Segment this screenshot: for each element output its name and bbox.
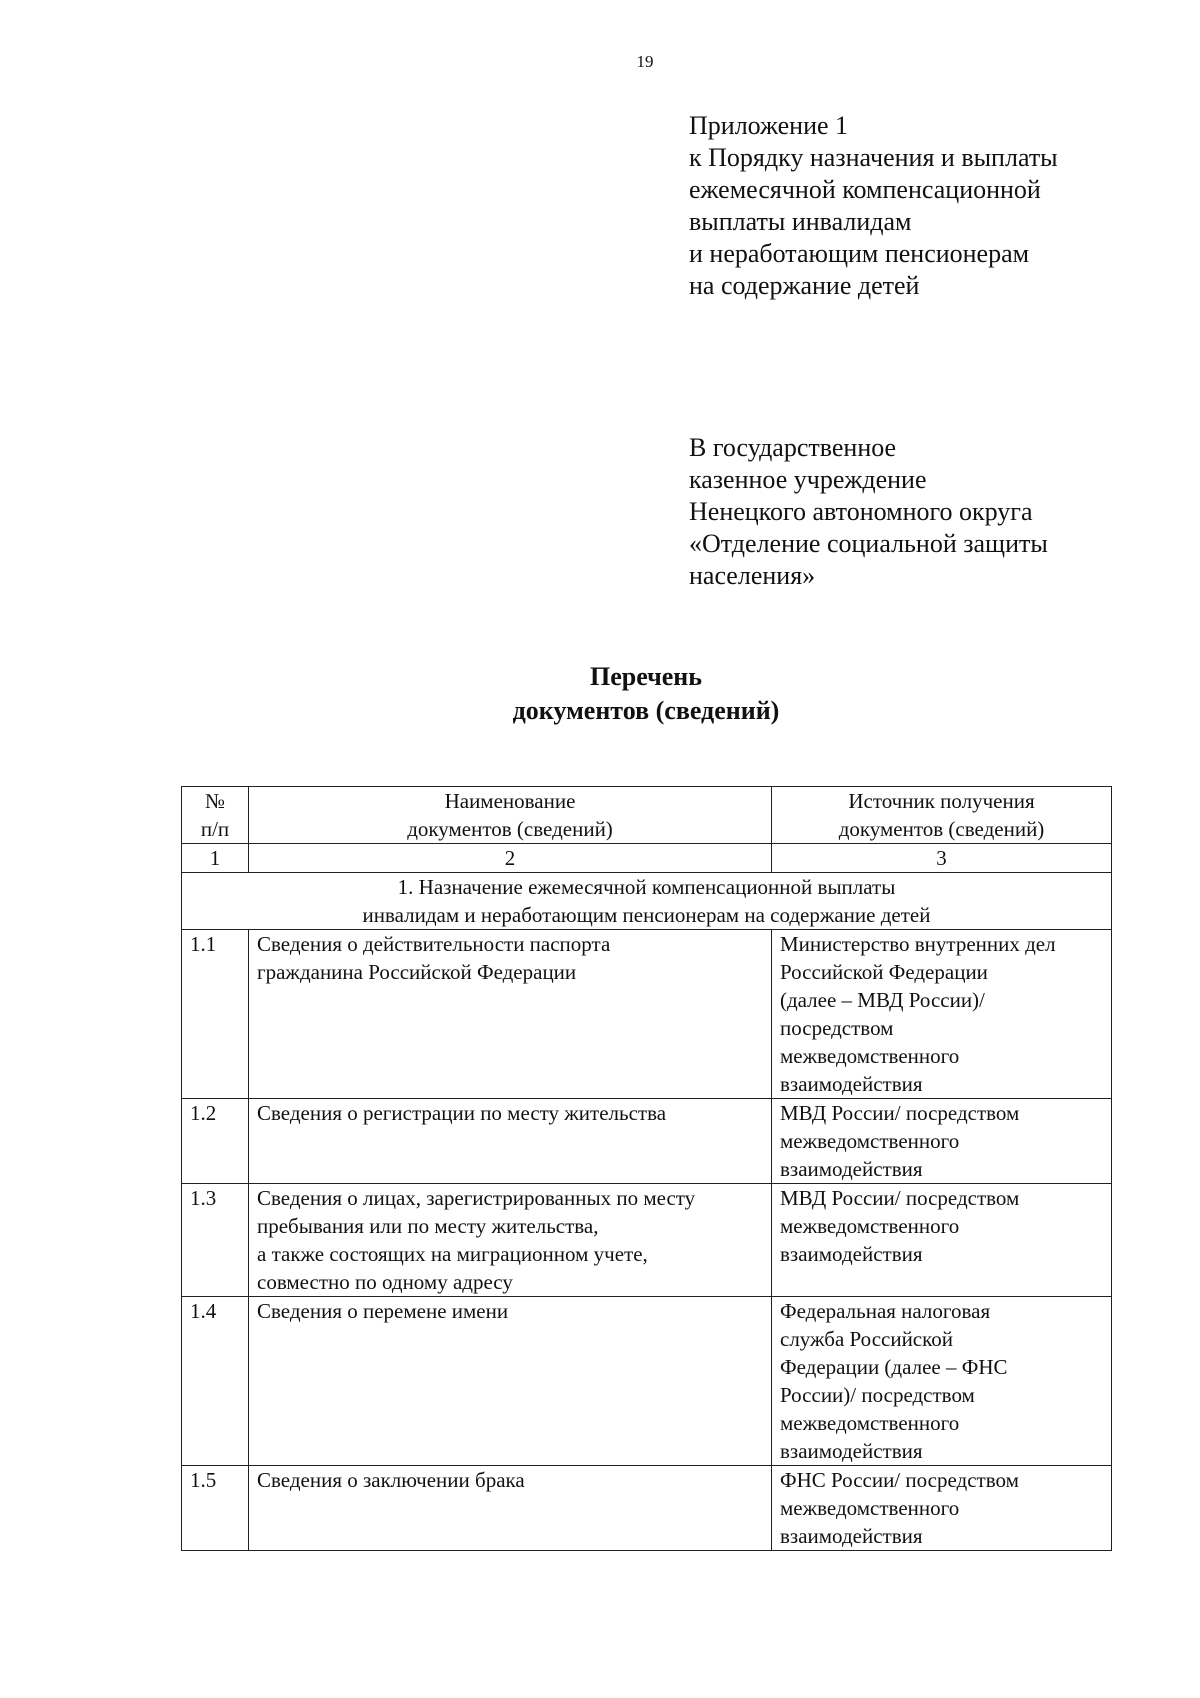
addressee-line: казенное учреждение — [689, 465, 927, 494]
table-row — [182, 930, 1112, 1099]
section-heading — [182, 873, 1112, 930]
row-source — [772, 1184, 1112, 1297]
row-source-line: межведомственного — [780, 1044, 960, 1068]
row-source — [772, 1099, 1112, 1184]
row-name-line: совместно по одному адресу — [257, 1270, 513, 1294]
document-title — [181, 660, 1111, 728]
column-number: 1 — [182, 844, 249, 873]
row-name-line: Сведения о заключении брака — [257, 1468, 525, 1492]
row-num: 1.1 — [182, 930, 249, 1099]
header-num-line: № — [204, 789, 226, 813]
table-row — [182, 1297, 1112, 1466]
page-number: 19 — [636, 52, 654, 71]
row-num: 1.5 — [182, 1466, 249, 1551]
row-name-line: а также состоящих на миграционном учете, — [257, 1242, 648, 1266]
section-row — [182, 873, 1112, 930]
row-source-line: взаимодействия — [780, 1439, 923, 1463]
row-source-line: межведомственного — [780, 1496, 960, 1520]
appendix-line: Приложение 1 — [689, 111, 849, 140]
addressee-line: В государственное — [689, 433, 897, 462]
column-number: 3 — [772, 844, 1112, 873]
row-source — [772, 930, 1112, 1099]
row-name-line: Сведения о лицах, зарегистрированных по месту — [257, 1186, 696, 1210]
row-name — [249, 1297, 772, 1466]
row-source-line: Министерство внутренних дел — [780, 932, 1056, 956]
appendix-line: к Порядку назначения и выплаты — [689, 143, 1058, 172]
row-source-line: Российской Федерации — [780, 960, 988, 984]
row-source-line: посредством — [780, 1016, 894, 1040]
row-source-line: ФНС России/ посредством — [780, 1468, 1019, 1492]
table-row — [182, 1184, 1112, 1297]
addressee-line: Ненецкого автономного округа — [689, 497, 1033, 526]
header-source-line: Источник получения — [848, 789, 1035, 813]
header-source-line: документов (сведений) — [838, 817, 1045, 841]
appendix-line: на содержание детей — [689, 271, 920, 300]
column-number-row — [182, 844, 1112, 873]
column-number: 2 — [249, 844, 772, 873]
row-source-line: межведомственного — [780, 1129, 960, 1153]
row-name-line: Сведения о регистрации по месту жительства — [257, 1101, 667, 1125]
row-source-line: (далее – МВД России)/ — [780, 988, 985, 1012]
row-num: 1.3 — [182, 1184, 249, 1297]
title-line-2: документов (сведений) — [512, 696, 780, 725]
appendix-block — [689, 110, 1058, 302]
row-source-line: служба Российской — [780, 1327, 954, 1351]
row-source-line: взаимодействия — [780, 1072, 923, 1096]
table-row — [182, 1466, 1112, 1551]
documents-table — [181, 786, 1112, 1551]
row-name-line: Сведения о перемене имени — [257, 1299, 509, 1323]
header-name-line: Наименование — [444, 789, 576, 813]
row-source-line: взаимодействия — [780, 1157, 923, 1181]
row-source-line: взаимодействия — [780, 1242, 923, 1266]
row-source-line: МВД России/ посредством — [780, 1186, 1020, 1210]
row-source-line: взаимодействия — [780, 1524, 923, 1548]
row-num: 1.2 — [182, 1099, 249, 1184]
row-name — [249, 1184, 772, 1297]
header-num-line: п/п — [200, 817, 230, 841]
row-name — [249, 930, 772, 1099]
row-source-line: межведомственного — [780, 1214, 960, 1238]
row-name-line: Сведения о действительности паспорта — [257, 932, 611, 956]
addressee-block — [689, 432, 1048, 592]
row-name — [249, 1466, 772, 1551]
row-name — [249, 1099, 772, 1184]
row-name-line: гражданина Российской Федерации — [257, 960, 577, 984]
appendix-line: выплаты инвалидам — [689, 207, 912, 236]
appendix-line: и неработающим пенсионерам — [689, 239, 1030, 268]
row-source-line: МВД России/ посредством — [780, 1101, 1020, 1125]
row-source — [772, 1297, 1112, 1466]
row-source-line: Федеральная налоговая — [780, 1299, 991, 1323]
row-source-line: Федерации (далее – ФНС — [780, 1355, 1008, 1379]
addressee-line: населения» — [689, 561, 816, 590]
table-row — [182, 1099, 1112, 1184]
row-source-line: межведомственного — [780, 1411, 960, 1435]
row-source — [772, 1466, 1112, 1551]
header-source — [772, 787, 1112, 844]
section-heading-line: 1. Назначение ежемесячной компенсационной выплаты — [397, 875, 896, 899]
row-num: 1.4 — [182, 1297, 249, 1466]
title-line-1: Перечень — [589, 662, 703, 691]
addressee-line: «Отделение социальной защиты — [689, 529, 1048, 558]
table-header-row — [182, 787, 1112, 844]
row-source-line: России)/ посредством — [780, 1383, 975, 1407]
row-name-line: пребывания или по месту жительства, — [257, 1214, 599, 1238]
appendix-line: ежемесячной компенсационной — [689, 175, 1041, 204]
header-name — [249, 787, 772, 844]
header-num — [182, 787, 249, 844]
section-heading-line: инвалидам и неработающим пенсионерам на содержание детей — [362, 903, 931, 927]
header-name-line: документов (сведений) — [407, 817, 613, 841]
